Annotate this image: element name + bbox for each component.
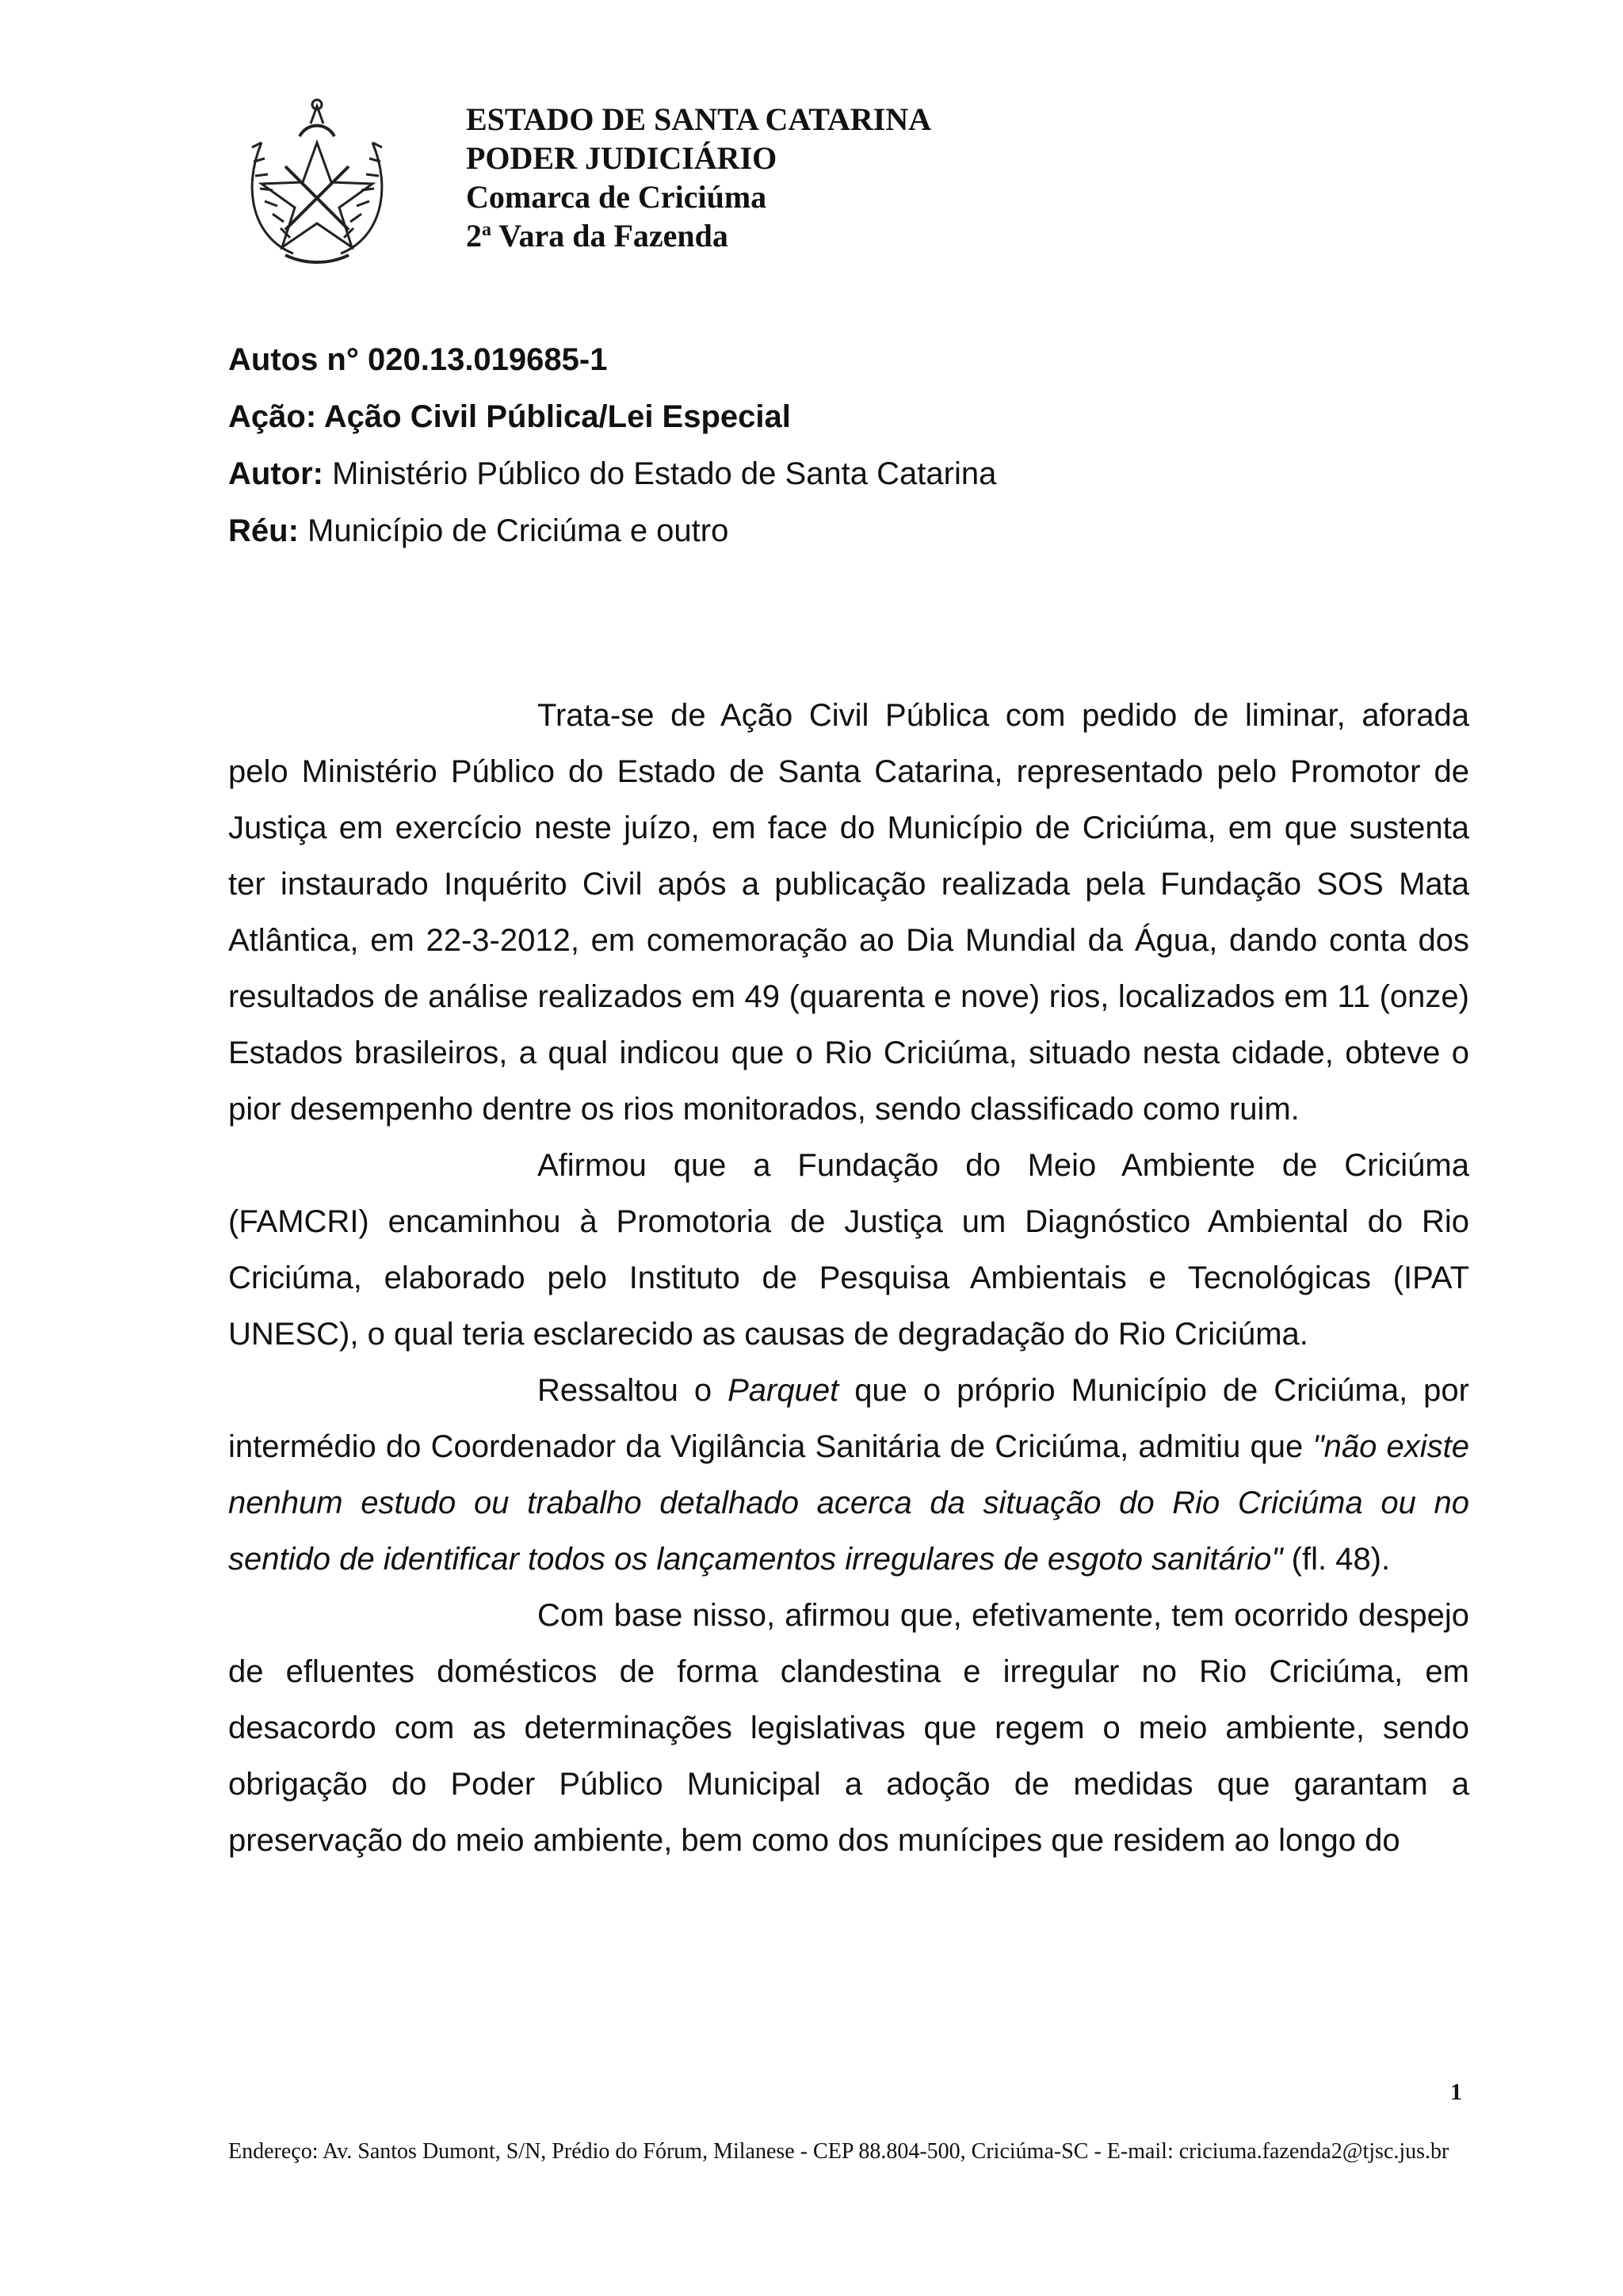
footer-address: Endereço: Av. Santos Dumont, S/N, Prédio do Fórum, Milanese - CEP 88.804-500, Criciúma-SC - E-mail: criciuma.fazenda2@tjsc.jus.br — [228, 2139, 1449, 2164]
defendant-label: Réu: — [228, 513, 299, 548]
quoted-statement: "não existe nenhum estudo ou trabalho detalhado acerca da situação do Rio Criciúma ou no sentido de identificar todos os lançamentos irregulares de esgoto sanitário" — [228, 1429, 1470, 1577]
document-body — [228, 688, 1469, 1869]
paragraph-3-part-b: que o próprio Município de Criciúma, por intermédio do Coordenador da Vigilância Sanitária de Criciúma, admitiu que — [228, 1373, 1469, 1464]
header-vara — [466, 216, 931, 255]
header-vara-number: 2 — [466, 218, 482, 254]
paragraph-3 — [228, 1363, 1469, 1588]
case-info — [228, 331, 996, 559]
case-defendant — [228, 502, 996, 559]
paragraph-1: Trata-se de Ação Civil Pública com pedido de liminar, aforada pelo Ministério Público do Estado de Santa Catarina, representado pelo Promotor de Justiça em exercício neste juízo, em face do Município de Criciúma, em que sustenta ter instaurado Inquérito Civil após a publicação realizada pela Fundação SOS Mata Atlântica, em 22-3-2012, em comemoração ao Dia Mundial da Água, dando conta dos resultados de análise realizados em 49 (quarenta e nove) rios, localizados em 11 (onze) Estados brasileiros, a qual indicou que o Rio Criciúma, situado nesta cidade, obteve o pior desempenho dentre os rios monitorados, sendo classificado como ruim. — [228, 698, 1469, 1127]
defendant-value: Município de Criciúma e outro — [298, 513, 729, 548]
header-state: ESTADO DE SANTA CATARINA — [466, 101, 932, 137]
coat-of-arms-icon — [238, 95, 396, 269]
paragraph-4: Com base nisso, afirmou que, efetivamente, tem ocorrido despejo de efluentes domésticos de forma clandestina e irregular no Rio Criciúma, em desacordo com as determinações legislativas que regem o meio ambiente, sendo obrigação do Poder Público Municipal a adoção de medidas que garantam a preservação do meio ambiente, bem como dos munícipes que residem ao longo do — [228, 1598, 1469, 1858]
case-number: Autos n° 020.13.019685-1 — [228, 342, 608, 377]
page-number: 1 — [1450, 2079, 1462, 2105]
paragraph-3-part-c: (fl. 48). — [1282, 1542, 1391, 1577]
plaintiff-value: Ministério Público do Estado de Santa Catarina — [323, 456, 997, 491]
case-plaintiff — [228, 445, 996, 502]
paragraph-2: Afirmou que a Fundação do Meio Ambiente de Criciúma (FAMCRI) encaminhou à Promotoria de Justiça um Diagnóstico Ambiental do Rio Criciúma, elaborado pelo Instituto de Pesquisa Ambientais e Tecnológicas (IPAT UNESC), o qual teria esclarecido as causas de degradação do Rio Criciúma. — [228, 1148, 1469, 1352]
plaintiff-label: Autor: — [228, 456, 323, 491]
header-vara-name: Vara da Fazenda — [491, 218, 728, 254]
parquet-term: Parquet — [727, 1373, 839, 1408]
paragraph-3-part-a: Ressaltou o — [537, 1373, 728, 1408]
header-text — [466, 100, 931, 255]
document-header — [238, 95, 1506, 269]
header-vara-ordinal: a — [482, 219, 491, 240]
case-action: Ação: Ação Civil Pública/Lei Especial — [228, 399, 791, 434]
header-power: PODER JUDICIÁRIO — [466, 140, 777, 176]
header-comarca: Comarca de Criciúma — [466, 179, 767, 215]
